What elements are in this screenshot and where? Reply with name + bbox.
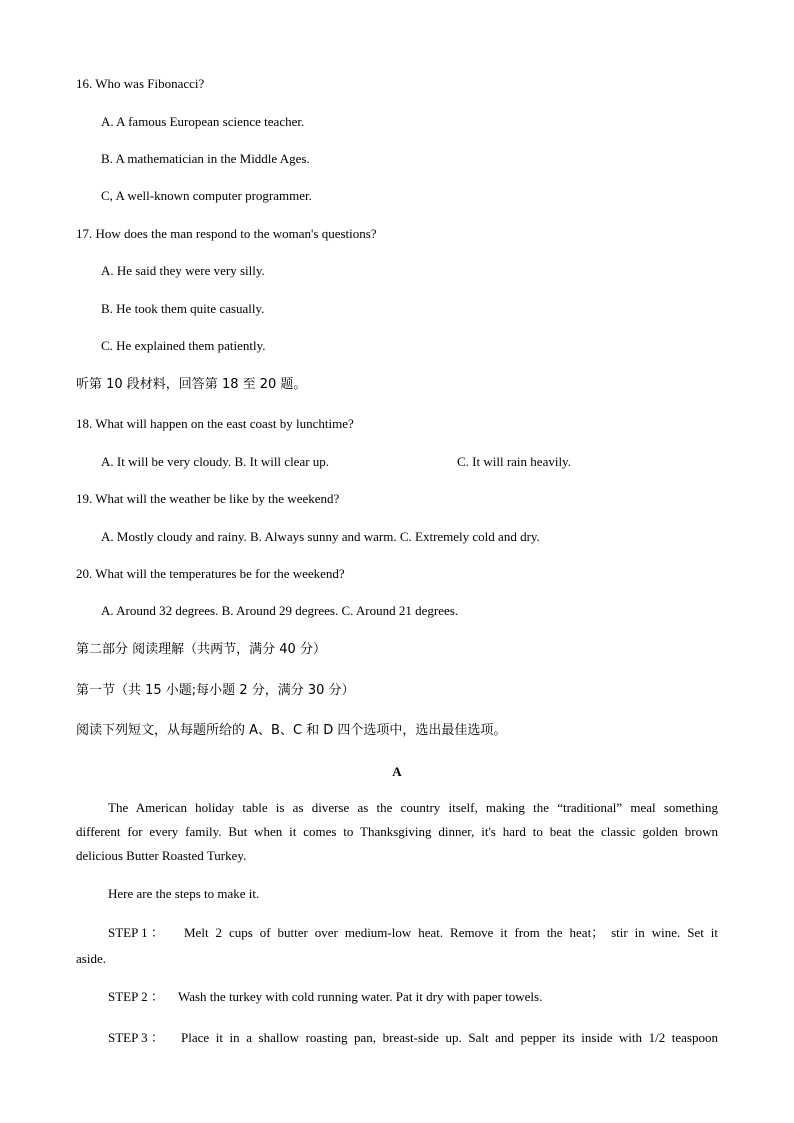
- q17-option-a: A. He said they were very silly.: [101, 263, 265, 278]
- question-17: 17. How does the man respond to the woman's questions?: [76, 226, 377, 241]
- passage-line: Here are the steps to make it.: [108, 886, 260, 901]
- q17-option-c: C. He explained them patiently.: [101, 338, 266, 353]
- step-1-label: STEP 1 ：: [108, 925, 164, 940]
- question-18: 18. What will happen on the east coast by lunchtime?: [76, 416, 354, 431]
- step-2-text: Wash the turkey with cold running water. Pat it dry with paper towels.: [178, 989, 543, 1004]
- step-1-text: Melt 2 cups of butter over medium-low heat. Remove it from the heat； stir in wine. Set it: [184, 925, 718, 940]
- q18-option-c: C. It will rain heavily.: [457, 454, 571, 469]
- q18-options-ab: A. It will be very cloudy. B. It will clear up.: [101, 454, 330, 469]
- q16-option-c: C, A well-known computer programmer.: [101, 188, 312, 203]
- part-2-title: 第二部分 阅读理解（共两节，满分 40 分）: [76, 642, 326, 657]
- passage-heading: A: [392, 764, 402, 779]
- question-16: 16. Who was Fibonacci?: [76, 76, 205, 91]
- section-1-title: 第一节（共 15 小题;每小题 2 分，满分 30 分）: [76, 683, 355, 698]
- q16-option-b: B. A mathematician in the Middle Ages.: [101, 151, 310, 166]
- section-10-instruction: 听第 10 段材料，回答第 18 至 20 题。: [76, 377, 307, 392]
- q19-options: A. Mostly cloudy and rainy. B. Always sunny and warm. C. Extremely cold and dry.: [101, 529, 540, 544]
- q20-options: A. Around 32 degrees. B. Around 29 degrees. C. Around 21 degrees.: [101, 603, 459, 618]
- step-3-label: STEP 3 ：: [108, 1030, 164, 1045]
- reading-instruction: 阅读下列短文，从每题所给的 A、B、C 和 D 四个选项中，选出最佳选项。: [76, 723, 507, 738]
- passage-line: The American holiday table is as diverse as the country itself, making the “traditional” meal something: [108, 800, 718, 815]
- passage-line: different for every family. But when it comes to Thanksgiving dinner, it's hard to beat the classic golden brown: [76, 824, 718, 839]
- step-1-text-cont: aside.: [76, 951, 106, 966]
- step-2-label: STEP 2 ：: [108, 989, 164, 1004]
- step-3-text: Place it in a shallow roasting pan, breast-side up. Salt and pepper its inside with 1/2 teaspoon: [181, 1030, 718, 1045]
- passage-line: delicious Butter Roasted Turkey.: [76, 848, 247, 863]
- q17-option-b: B. He took them quite casually.: [101, 301, 265, 316]
- question-19: 19. What will the weather be like by the weekend?: [76, 491, 340, 506]
- question-20: 20. What will the temperatures be for the weekend?: [76, 566, 345, 581]
- q16-option-a: A. A famous European science teacher.: [101, 114, 305, 129]
